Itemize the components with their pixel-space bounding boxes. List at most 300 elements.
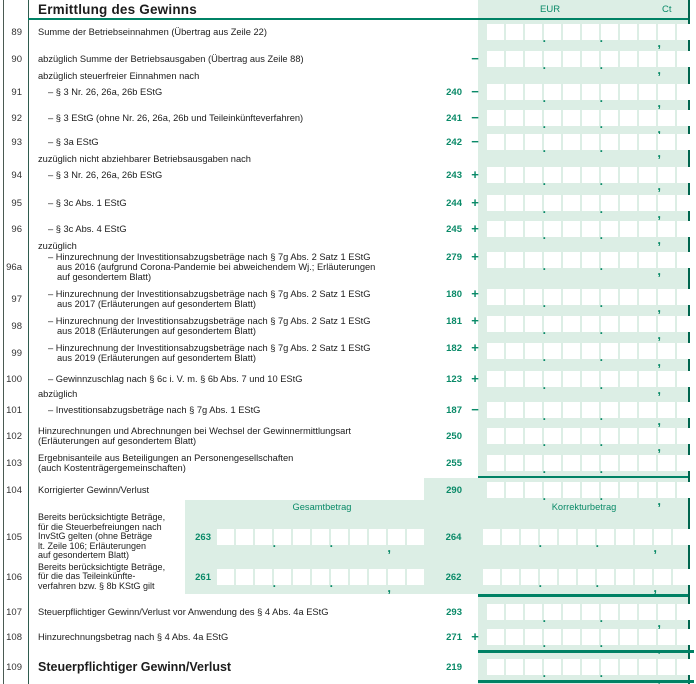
digit-cell[interactable] xyxy=(487,343,504,359)
digit-cell[interactable] xyxy=(487,195,504,211)
digit-cell[interactable] xyxy=(559,569,576,585)
amount-field-col xyxy=(484,482,696,498)
digit-cell[interactable] xyxy=(506,316,523,332)
digit-cell[interactable] xyxy=(601,289,618,305)
digit-cell[interactable] xyxy=(677,629,694,645)
digit-cell[interactable] xyxy=(506,252,523,268)
digit-cell[interactable] xyxy=(620,316,637,332)
digit-cell[interactable] xyxy=(677,134,694,150)
digit-cell[interactable] xyxy=(639,167,656,183)
digit-cell[interactable] xyxy=(506,84,523,100)
digit-cell[interactable] xyxy=(601,252,618,268)
digit-cell[interactable] xyxy=(563,604,580,620)
digit-cell[interactable] xyxy=(506,402,523,418)
digit-cell[interactable] xyxy=(540,529,557,545)
row-label xyxy=(28,224,428,234)
digit-cell[interactable] xyxy=(639,195,656,211)
digit-cell[interactable] xyxy=(563,482,580,498)
digit-cell[interactable] xyxy=(525,455,542,471)
digit-cell[interactable] xyxy=(544,51,561,67)
form-row-92 xyxy=(0,108,696,128)
digit-cell[interactable] xyxy=(293,529,310,545)
digit-cell[interactable] xyxy=(639,289,656,305)
digit-cell[interactable] xyxy=(544,289,561,305)
digit-cell[interactable] xyxy=(639,51,656,67)
digit-cell[interactable] xyxy=(483,529,500,545)
digit-cell[interactable] xyxy=(658,604,675,620)
digit-cell[interactable] xyxy=(677,343,694,359)
digit-cell[interactable] xyxy=(563,371,580,387)
digit-cell[interactable] xyxy=(658,167,675,183)
row-label-line: lt. Zeile 106; Erläuterungen xyxy=(38,540,147,551)
digit-cell[interactable] xyxy=(582,371,599,387)
digit-cell[interactable] xyxy=(601,316,618,332)
gesamtbetrag-header: Gesamtbetrag xyxy=(292,502,352,512)
digit-cell[interactable] xyxy=(658,343,675,359)
digit-cell[interactable] xyxy=(597,569,614,585)
digit-cell[interactable] xyxy=(677,482,694,498)
digit-cell[interactable] xyxy=(601,629,618,645)
digit-cell[interactable] xyxy=(658,659,675,675)
digit-cell[interactable] xyxy=(677,167,694,183)
digit-cell[interactable] xyxy=(544,455,561,471)
digit-cell[interactable] xyxy=(487,428,504,444)
digit-cell[interactable] xyxy=(487,659,504,675)
digit-cell[interactable] xyxy=(506,134,523,150)
digit-cell[interactable] xyxy=(563,24,580,40)
digit-cell[interactable] xyxy=(483,569,500,585)
digit-cell[interactable] xyxy=(601,51,618,67)
digit-cell[interactable] xyxy=(563,659,580,675)
digit-cell[interactable] xyxy=(525,24,542,40)
digit-cell[interactable] xyxy=(639,428,656,444)
row-label-line: verfahren bzw. § 8b KStG gilt xyxy=(38,580,155,591)
digit-cell[interactable] xyxy=(525,110,542,126)
digit-cell[interactable] xyxy=(658,428,675,444)
digit-cell[interactable] xyxy=(582,455,599,471)
digit-cell[interactable] xyxy=(677,252,694,268)
digit-cell[interactable] xyxy=(658,134,675,150)
digit-cell[interactable] xyxy=(658,221,675,237)
digit-cell[interactable] xyxy=(312,529,329,545)
digit-cell[interactable] xyxy=(544,316,561,332)
digit-cell[interactable] xyxy=(255,529,272,545)
digit-cell[interactable] xyxy=(620,455,637,471)
digit-cell[interactable] xyxy=(487,629,504,645)
digit-cell[interactable] xyxy=(563,221,580,237)
digit-cell[interactable] xyxy=(677,455,694,471)
digit-cell[interactable] xyxy=(582,167,599,183)
digit-cell[interactable] xyxy=(658,482,675,498)
digit-cell[interactable] xyxy=(635,529,652,545)
digit-cell[interactable] xyxy=(525,167,542,183)
digit-cell[interactable] xyxy=(639,604,656,620)
digit-cell[interactable] xyxy=(563,455,580,471)
digit-cell[interactable] xyxy=(654,569,671,585)
digit-cell[interactable] xyxy=(582,51,599,67)
digit-cell[interactable] xyxy=(677,195,694,211)
digit-cell[interactable] xyxy=(601,24,618,40)
digit-cell[interactable] xyxy=(502,529,519,545)
digit-cell[interactable] xyxy=(506,455,523,471)
digit-cell[interactable] xyxy=(487,134,504,150)
digit-cell[interactable] xyxy=(544,482,561,498)
digit-cell[interactable] xyxy=(582,604,599,620)
digit-cell[interactable] xyxy=(506,482,523,498)
digit-cell[interactable] xyxy=(582,289,599,305)
digit-cell[interactable] xyxy=(677,289,694,305)
digit-cell[interactable] xyxy=(331,529,348,545)
digit-cell[interactable] xyxy=(407,529,424,545)
digit-cell[interactable] xyxy=(658,402,675,418)
digit-cell[interactable] xyxy=(544,371,561,387)
digit-cell[interactable] xyxy=(487,371,504,387)
digit-cell[interactable] xyxy=(506,24,523,40)
field-code: 263 xyxy=(195,531,211,543)
digit-cell[interactable] xyxy=(544,343,561,359)
digit-cell[interactable] xyxy=(487,167,504,183)
digit-cell[interactable] xyxy=(544,402,561,418)
amount-field-91 xyxy=(487,84,696,100)
digit-cell[interactable] xyxy=(525,252,542,268)
digit-cell[interactable] xyxy=(487,316,504,332)
digit-cell[interactable] xyxy=(620,343,637,359)
digit-cell[interactable] xyxy=(639,252,656,268)
digit-cell[interactable] xyxy=(525,195,542,211)
row-number: 100 xyxy=(6,373,22,385)
digit-cell[interactable] xyxy=(673,569,690,585)
digit-cell[interactable] xyxy=(582,428,599,444)
digit-cell[interactable] xyxy=(544,195,561,211)
row-number: 109 xyxy=(6,661,22,673)
field-code: 244 xyxy=(446,197,462,209)
digit-cell[interactable] xyxy=(620,134,637,150)
digit-cell[interactable] xyxy=(658,195,675,211)
digit-cell[interactable] xyxy=(563,51,580,67)
digit-cell[interactable] xyxy=(578,569,595,585)
digit-cell[interactable] xyxy=(673,529,690,545)
row-number: 96 xyxy=(11,223,22,235)
digit-cell[interactable] xyxy=(525,659,542,675)
digit-cell[interactable] xyxy=(217,529,234,545)
digit-cell[interactable] xyxy=(620,629,637,645)
digit-cell[interactable] xyxy=(525,428,542,444)
digit-cell[interactable] xyxy=(601,604,618,620)
digit-cell[interactable] xyxy=(677,221,694,237)
digit-cell[interactable] xyxy=(620,84,637,100)
digit-cell[interactable] xyxy=(658,371,675,387)
digit-cell[interactable] xyxy=(601,343,618,359)
form-row-95 xyxy=(0,193,696,213)
digit-cell[interactable] xyxy=(620,428,637,444)
digit-cell[interactable] xyxy=(658,316,675,332)
row-label xyxy=(28,289,428,309)
digit-cell[interactable] xyxy=(525,482,542,498)
digit-cell[interactable] xyxy=(544,604,561,620)
amount-field-99 xyxy=(487,343,696,359)
digit-cell[interactable] xyxy=(616,569,633,585)
digit-cell[interactable] xyxy=(563,402,580,418)
digit-cell[interactable] xyxy=(616,529,633,545)
digit-cell[interactable] xyxy=(658,24,675,40)
digit-cell[interactable] xyxy=(620,289,637,305)
digit-cell[interactable] xyxy=(677,84,694,100)
row-group-96a xyxy=(0,241,696,282)
digit-cell[interactable] xyxy=(506,195,523,211)
row-number: 96a xyxy=(6,261,22,273)
digit-cell[interactable] xyxy=(601,110,618,126)
digit-cell[interactable] xyxy=(582,482,599,498)
digit-cell[interactable] xyxy=(582,659,599,675)
digit-cell[interactable] xyxy=(582,110,599,126)
amount-field-col xyxy=(484,402,696,418)
digit-cell[interactable] xyxy=(620,659,637,675)
digit-cell[interactable] xyxy=(582,24,599,40)
digit-cell[interactable] xyxy=(601,455,618,471)
digit-cell[interactable] xyxy=(544,629,561,645)
row-label-line: – § 3 Nr. 26, 26a, 26b EStG xyxy=(48,170,163,180)
amount-field-98 xyxy=(487,316,696,332)
amount-field-col xyxy=(484,134,696,150)
digit-cell[interactable] xyxy=(563,134,580,150)
digit-cell[interactable] xyxy=(582,343,599,359)
digit-cell[interactable] xyxy=(620,51,637,67)
digit-cell[interactable] xyxy=(255,569,272,585)
digit-cell[interactable] xyxy=(217,569,234,585)
digit-cell[interactable] xyxy=(563,84,580,100)
amount-field-96 xyxy=(487,221,696,237)
digit-cell[interactable] xyxy=(582,195,599,211)
digit-cell[interactable] xyxy=(506,51,523,67)
digit-cell[interactable] xyxy=(506,659,523,675)
digit-cell[interactable] xyxy=(544,167,561,183)
digit-cell[interactable] xyxy=(506,428,523,444)
field-code: 293 xyxy=(446,606,462,618)
digit-cell[interactable] xyxy=(525,629,542,645)
digit-cell[interactable] xyxy=(601,221,618,237)
amount-field-96a xyxy=(487,252,696,268)
digit-cell[interactable] xyxy=(601,428,618,444)
digit-cell[interactable] xyxy=(563,428,580,444)
digit-cell[interactable] xyxy=(639,316,656,332)
digit-cell[interactable] xyxy=(601,371,618,387)
digit-cell[interactable] xyxy=(407,569,424,585)
digit-cell[interactable] xyxy=(525,289,542,305)
digit-cell[interactable] xyxy=(521,529,538,545)
digit-cell[interactable] xyxy=(544,659,561,675)
digit-cell[interactable] xyxy=(639,455,656,471)
digit-cell[interactable] xyxy=(540,569,557,585)
digit-cell[interactable] xyxy=(620,24,637,40)
digit-cell[interactable] xyxy=(639,110,656,126)
digit-cell[interactable] xyxy=(601,134,618,150)
digit-cell[interactable] xyxy=(677,402,694,418)
row-label xyxy=(28,485,428,495)
digit-cell[interactable] xyxy=(544,134,561,150)
digit-cell[interactable] xyxy=(487,455,504,471)
digit-cell[interactable] xyxy=(639,221,656,237)
digit-cell[interactable] xyxy=(506,167,523,183)
digit-cell[interactable] xyxy=(582,84,599,100)
digit-cell[interactable] xyxy=(582,316,599,332)
digit-cell[interactable] xyxy=(506,289,523,305)
digit-cell[interactable] xyxy=(620,371,637,387)
digit-cell[interactable] xyxy=(563,629,580,645)
digit-cell[interactable] xyxy=(525,221,542,237)
digit-cell[interactable] xyxy=(658,84,675,100)
digit-cell[interactable] xyxy=(487,289,504,305)
field-code: 243 xyxy=(446,169,462,181)
digit-cell[interactable] xyxy=(620,482,637,498)
digit-cell[interactable] xyxy=(487,604,504,620)
digit-cell[interactable] xyxy=(677,659,694,675)
digit-cell[interactable] xyxy=(601,482,618,498)
digit-cell[interactable] xyxy=(369,529,386,545)
digit-cell[interactable] xyxy=(597,529,614,545)
digit-cell[interactable] xyxy=(487,24,504,40)
digit-cell[interactable] xyxy=(525,316,542,332)
digit-cell[interactable] xyxy=(601,195,618,211)
digit-cell[interactable] xyxy=(525,343,542,359)
digit-cell[interactable] xyxy=(506,629,523,645)
digit-cell[interactable] xyxy=(601,659,618,675)
digit-cell[interactable] xyxy=(350,569,367,585)
digit-cell[interactable] xyxy=(620,252,637,268)
digit-cell[interactable] xyxy=(388,529,405,545)
digit-cell[interactable] xyxy=(639,24,656,40)
digit-cell[interactable] xyxy=(525,604,542,620)
digit-cell[interactable] xyxy=(601,402,618,418)
digit-cell[interactable] xyxy=(506,343,523,359)
digit-cell[interactable] xyxy=(620,167,637,183)
digit-cell[interactable] xyxy=(677,110,694,126)
digit-cell[interactable] xyxy=(582,252,599,268)
digit-cell[interactable] xyxy=(525,402,542,418)
digit-cell[interactable] xyxy=(506,110,523,126)
digit-cell[interactable] xyxy=(525,51,542,67)
digit-cell[interactable] xyxy=(525,134,542,150)
digit-cell[interactable] xyxy=(236,529,253,545)
digit-cell[interactable] xyxy=(502,569,519,585)
digit-cell[interactable] xyxy=(620,110,637,126)
digit-cell[interactable] xyxy=(677,51,694,67)
digit-cell[interactable] xyxy=(601,167,618,183)
sum-line-below-106 xyxy=(478,594,688,597)
digit-cell[interactable] xyxy=(639,659,656,675)
digit-cell[interactable] xyxy=(563,195,580,211)
digit-cell[interactable] xyxy=(658,289,675,305)
digit-cell[interactable] xyxy=(677,24,694,40)
digit-cell[interactable] xyxy=(506,221,523,237)
digit-cell[interactable] xyxy=(620,604,637,620)
digit-cell[interactable] xyxy=(487,402,504,418)
amount-field-100 xyxy=(487,371,696,387)
digit-cell[interactable] xyxy=(544,428,561,444)
digit-cell[interactable] xyxy=(293,569,310,585)
digit-cell[interactable] xyxy=(312,569,329,585)
digit-cell[interactable] xyxy=(274,569,291,585)
amount-field-col xyxy=(217,569,427,585)
digit-cell[interactable] xyxy=(582,221,599,237)
digit-cell[interactable] xyxy=(620,221,637,237)
digit-cell[interactable] xyxy=(639,402,656,418)
digit-cell[interactable] xyxy=(563,110,580,126)
row-label-line: Bereits berücksichtigte Beträge, xyxy=(38,561,166,572)
amount-field-col xyxy=(484,110,696,126)
digit-cell[interactable] xyxy=(658,110,675,126)
digit-cell[interactable] xyxy=(544,110,561,126)
digit-cell[interactable] xyxy=(677,371,694,387)
digit-cell[interactable] xyxy=(639,482,656,498)
digit-cell[interactable] xyxy=(544,84,561,100)
digit-cell[interactable] xyxy=(369,569,386,585)
digit-cell[interactable] xyxy=(544,24,561,40)
digit-cell[interactable] xyxy=(658,455,675,471)
digit-cell[interactable] xyxy=(544,221,561,237)
digit-cell[interactable] xyxy=(639,371,656,387)
digit-cell[interactable] xyxy=(582,402,599,418)
digit-cell[interactable] xyxy=(601,84,618,100)
digit-cell[interactable] xyxy=(639,629,656,645)
digit-cell[interactable] xyxy=(639,84,656,100)
digit-cell[interactable] xyxy=(658,252,675,268)
digit-cell[interactable] xyxy=(635,569,652,585)
digit-cell[interactable] xyxy=(487,84,504,100)
digit-cell[interactable] xyxy=(559,529,576,545)
digit-cell[interactable] xyxy=(487,482,504,498)
digit-cell[interactable] xyxy=(388,569,405,585)
digit-cell[interactable] xyxy=(582,134,599,150)
digit-cell[interactable] xyxy=(331,569,348,585)
digit-cell[interactable] xyxy=(563,316,580,332)
row-number: 108 xyxy=(6,631,22,643)
digit-cell[interactable] xyxy=(658,51,675,67)
digit-cell[interactable] xyxy=(487,221,504,237)
digit-cell[interactable] xyxy=(677,428,694,444)
digit-cell[interactable] xyxy=(487,252,504,268)
digit-cell[interactable] xyxy=(620,402,637,418)
digit-cell[interactable] xyxy=(506,371,523,387)
digit-cell[interactable] xyxy=(506,604,523,620)
amount-field-103 xyxy=(487,455,696,471)
digit-cell[interactable] xyxy=(487,110,504,126)
digit-cell[interactable] xyxy=(236,569,253,585)
digit-cell[interactable] xyxy=(544,252,561,268)
digit-cell[interactable] xyxy=(563,343,580,359)
digit-cell[interactable] xyxy=(563,167,580,183)
digit-cell[interactable] xyxy=(582,629,599,645)
digit-cell[interactable] xyxy=(639,343,656,359)
digit-cell[interactable] xyxy=(639,134,656,150)
digit-cell[interactable] xyxy=(677,604,694,620)
digit-cell[interactable] xyxy=(563,252,580,268)
digit-cell[interactable] xyxy=(525,84,542,100)
row-label-line: aus 2017 (Erläuterungen auf gesondertem Blatt) xyxy=(57,299,256,309)
digit-cell[interactable] xyxy=(677,316,694,332)
digit-cell[interactable] xyxy=(487,51,504,67)
digit-cell[interactable] xyxy=(274,529,291,545)
amount-field-264 xyxy=(483,529,696,545)
digit-cell[interactable] xyxy=(521,569,538,585)
digit-cell[interactable] xyxy=(350,529,367,545)
digit-cell[interactable] xyxy=(620,195,637,211)
digit-cell[interactable] xyxy=(563,289,580,305)
digit-cell[interactable] xyxy=(658,629,675,645)
digit-cell[interactable] xyxy=(654,529,671,545)
digit-cell[interactable] xyxy=(578,529,595,545)
digit-cell[interactable] xyxy=(525,371,542,387)
row-label xyxy=(28,607,428,617)
